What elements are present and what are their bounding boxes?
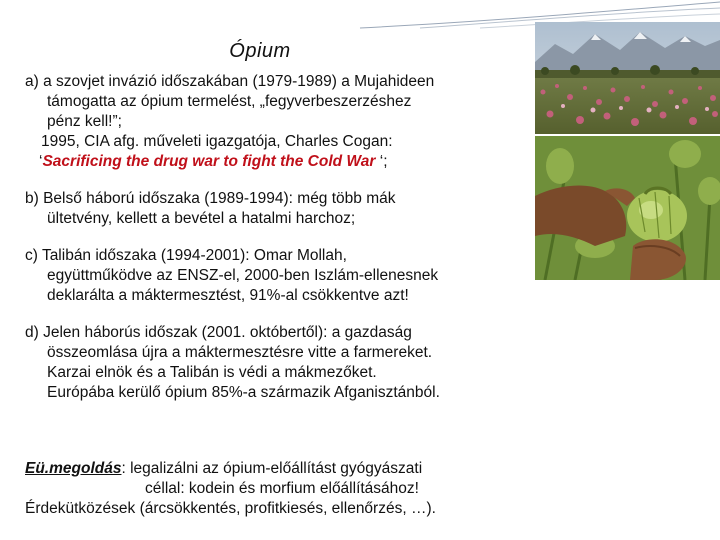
slide-body [25,72,525,420]
section-a-line1: a) a szovjet invázió időszakában (1979-1989) a Mujahideen [25,73,435,90]
quote-text: Sacrificing the drug war to fight the Cold War [42,153,376,170]
section-a-line2: támogatta az ópium termelést, „fegyverbeszerzéshez [47,93,412,110]
solution-label: Eü.megoldás [25,460,122,477]
section-a-quote-line [25,152,525,172]
section-c-line2: együttműködve az ENSZ-el, 2000-ben Iszlám-ellenesnek [47,267,439,284]
section-c-line1: c) Talibán időszaka (1994-2001): Omar Mollah, [25,247,347,264]
solution-line2: céllal: kodein és morfium előállításához! [145,480,419,497]
poppy-field-photo [535,22,720,134]
section-c [25,246,525,306]
section-b-line2: ültetvény, kellett a bevétel a hatalmi harchoz; [47,210,356,227]
solution-line3: Érdekütközések (árcsökkentés, profitkiesés, ellenőrzés, …). [25,500,436,517]
section-b-line1: b) Belső háború időszaka (1989-1994): még több mák [25,190,396,207]
section-c-line3: deklarálta a máktermesztést, 91%-al csökkentve azt! [47,287,409,304]
solution-text: : legalizálni az ópium-előállítást gyógyászati [121,460,423,477]
solution-line1 [25,460,422,477]
section-d [25,323,525,403]
section-d-line2: összeomlása újra a máktermesztésre vitte a farmereket. [47,344,433,361]
section-b [25,189,525,229]
quote-close: ‘; [375,153,388,170]
section-a-line4: 1995, CIA afg. műveleti igazgatója, Charles Cogan: [41,133,393,150]
slide-title: Ópium [229,40,291,62]
section-a-line3: pénz kell!”; [47,113,122,130]
section-a [25,72,525,172]
quote-open: ‘ [39,153,43,170]
solution-block [25,459,525,519]
section-d-line3: Karzai elnök és a Talibán is védi a mákmezőket. [47,364,377,381]
opium-poppy-pod-photo [535,136,720,280]
section-d-line4: Európába kerülő ópium 85%-a származik Afganisztánból. [47,384,440,401]
section-d-line1: d) Jelen háborús időszak (2001. októbertől): a gazdaság [25,324,412,341]
